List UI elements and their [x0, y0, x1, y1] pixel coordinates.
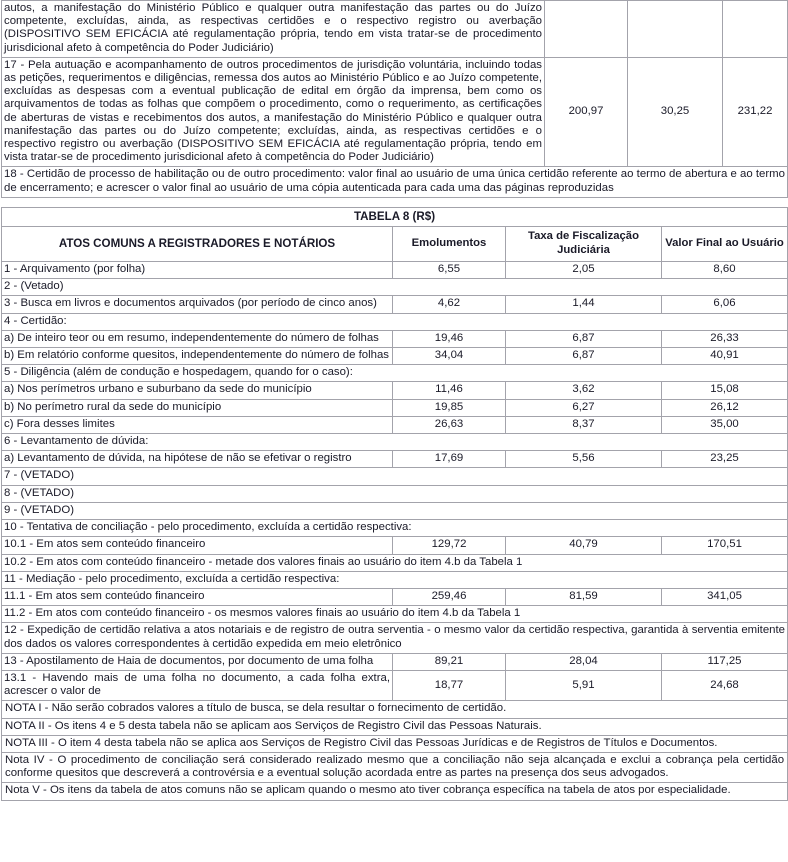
row-description: 10.1 - Em atos sem conteúdo financeiro: [2, 537, 393, 554]
cell-taxa: 81,59: [506, 588, 662, 605]
table-row: [2, 537, 788, 554]
cell-taxa: 8,37: [506, 416, 662, 433]
table-row: [2, 313, 788, 330]
note-row: [2, 701, 788, 718]
row-description: c) Fora desses limites: [2, 416, 393, 433]
cell-valor-final: 6,06: [662, 296, 788, 313]
cell-taxa: 6,87: [506, 348, 662, 365]
table-row: [2, 451, 788, 468]
table-row: [2, 365, 788, 382]
row-description: 8 - (VETADO): [2, 485, 788, 502]
table-row: [2, 588, 788, 605]
row-description: 12 - Expedição de certidão relativa a atos notariais e de registro de outra serventia - o mesmo valor da certidão respectiva, garantida à serventia emitente dos dados os valores correspondentes à certidão expedida em meio eletrônico: [2, 623, 788, 653]
row-description: 13.1 - Havendo mais de uma folha no documento, a cada folha extra, acrescer o valor de: [2, 670, 393, 700]
row-description: 11.2 - Em atos com conteúdo financeiro - os mesmos valores finais ao usuário do item 4.b da Tabela 1: [2, 606, 788, 623]
cell-taxa: 6,87: [506, 330, 662, 347]
note-row: [2, 735, 788, 752]
row-description: 5 - Diligência (além de condução e hospedagem, quando for o caso):: [2, 365, 788, 382]
column-header-valor-final: Valor Final ao Usuário: [662, 227, 788, 262]
row-description: a) Levantamento de dúvida, na hipótese de não se efetivar o registro: [2, 451, 393, 468]
note-text: NOTA II - Os itens 4 e 5 desta tabela não se aplicam aos Serviços de Registro Civil das Pessoas Naturais.: [2, 718, 788, 735]
table-row: [2, 554, 788, 571]
row-description: 6 - Levantamento de dúvida:: [2, 434, 788, 451]
page-bottom-margin: [0, 801, 788, 806]
cell-emolumentos: 19,46: [393, 330, 506, 347]
table-row: [2, 382, 788, 399]
continuation-table: [1, 0, 788, 198]
cell-emolumentos: 89,21: [393, 653, 506, 670]
note-text: Nota IV - O procedimento de conciliação será considerado realizado mesmo que a conciliação não seja alcançada e exclui a cobrança pela certidão conforme quesitos que descreverá a controvérsia e a eventual solução acordada entre as partes na presença dos seus advogados.: [2, 752, 788, 782]
cell-emolumentos: 6,55: [393, 262, 506, 279]
row-description: b) Em relatório conforme quesitos, independentemente do número de folhas: [2, 348, 393, 365]
row-description: 17 - Pela autuação e acompanhamento de outros procedimentos de jurisdição voluntária, incluindo todas as petições, requerimentos e diligências, remessa dos autos ao Ministério Público e ao Juízo competente, excluídas as despesas com a eventual publicação de edital em órgão da imprensa, bem como os arquivamentos de todas as folhas que compõem o procedimento, como o requerimento, as certificações de aberturas de vistas e recebimentos dos autos, a manifestação do Ministério Público e qualquer outra manifestação das partes ou do Juízo competente; excluídas, ainda, as respectivas certidões e o respectivo registro ou averbação (DISPOSITIVO SEM EFICÁCIA até regulamentação própria, tendo em vista tratar-se de procedimento jurisdicional afeto à competência do Poder Judiciário): [2, 57, 545, 167]
table-row: [2, 653, 788, 670]
cell-taxa: 5,56: [506, 451, 662, 468]
cell-emolumentos: 26,63: [393, 416, 506, 433]
table-row: [2, 502, 788, 519]
row-description: 1 - Arquivamento (por folha): [2, 262, 393, 279]
cell-valor-final: 35,00: [662, 416, 788, 433]
table-row: [2, 330, 788, 347]
row-description: 10 - Tentativa de conciliação - pelo procedimento, excluída a certidão respectiva:: [2, 520, 788, 537]
table-separator-gap: [0, 198, 788, 207]
table-row: [2, 434, 788, 451]
table-row: [2, 296, 788, 313]
row-description: 9 - (VETADO): [2, 502, 788, 519]
column-header-emolumentos: Emolumentos: [393, 227, 506, 262]
tabela-8-title: TABELA 8 (R$): [2, 207, 788, 226]
note-text: Nota V - Os itens da tabela de atos comuns não se aplicam quando o mesmo ato tiver cobrança específica na tabela de atos por especialidade.: [2, 783, 788, 800]
cell-valor-final: 26,33: [662, 330, 788, 347]
table-row: [2, 571, 788, 588]
cell-valor-final: [723, 1, 788, 58]
note-text: NOTA I - Não serão cobrados valores a título de busca, se dela resultar o fornecimento de certidão.: [2, 701, 788, 718]
table-row: [2, 468, 788, 485]
cell-taxa: 30,25: [628, 57, 723, 167]
cell-valor-final: 170,51: [662, 537, 788, 554]
row-description: 18 - Certidão de processo de habilitação ou de outro procedimento: valor final ao usuário de uma única certidão referente ao termo de abertura e ao termo de encerramento; e acrescer o valor final ao usuário de uma cópia autenticada para cada uma das páginas reproduzidas: [2, 167, 788, 197]
note-row: [2, 783, 788, 800]
table-row: [2, 485, 788, 502]
row-description: 11 - Mediação - pelo procedimento, excluída a certidão respectiva:: [2, 571, 788, 588]
table-row: [2, 1, 788, 58]
tabela-8-title-row: [2, 207, 788, 226]
note-row: [2, 718, 788, 735]
table-row: [2, 670, 788, 700]
row-description: 10.2 - Em atos com conteúdo financeiro - metade dos valores finais ao usuário do item 4.b da Tabela 1: [2, 554, 788, 571]
table-row: [2, 348, 788, 365]
cell-valor-final: 24,68: [662, 670, 788, 700]
cell-valor-final: 26,12: [662, 399, 788, 416]
cell-taxa: 3,62: [506, 382, 662, 399]
row-description: a) Nos perímetros urbano e suburbano da sede do município: [2, 382, 393, 399]
cell-valor-final: 15,08: [662, 382, 788, 399]
cell-taxa: 28,04: [506, 653, 662, 670]
cell-valor-final: 8,60: [662, 262, 788, 279]
cell-taxa: 40,79: [506, 537, 662, 554]
cell-emolumentos: 17,69: [393, 451, 506, 468]
cell-emolumentos: 11,46: [393, 382, 506, 399]
cell-taxa: 1,44: [506, 296, 662, 313]
table-row: [2, 606, 788, 623]
cell-valor-final: 341,05: [662, 588, 788, 605]
cell-valor-final: 231,22: [723, 57, 788, 167]
cell-emolumentos: 19,85: [393, 399, 506, 416]
cell-taxa: 2,05: [506, 262, 662, 279]
tabela-8-body: [2, 262, 788, 701]
table-row: [2, 520, 788, 537]
cell-valor-final: 23,25: [662, 451, 788, 468]
column-header-acts: ATOS COMUNS A REGISTRADORES E NOTÁRIOS: [2, 227, 393, 262]
row-description: 13 - Apostilamento de Haia de documentos, por documento de uma folha: [2, 653, 393, 670]
cell-valor-final: 40,91: [662, 348, 788, 365]
table-row: [2, 416, 788, 433]
cell-taxa: 6,27: [506, 399, 662, 416]
cell-emolumentos: 200,97: [545, 57, 628, 167]
table-row: [2, 57, 788, 167]
cell-emolumentos: [545, 1, 628, 58]
row-description: 4 - Certidão:: [2, 313, 788, 330]
row-description: 3 - Busca em livros e documentos arquivados (por período de cinco anos): [2, 296, 393, 313]
cell-taxa: [628, 1, 723, 58]
cell-emolumentos: 259,46: [393, 588, 506, 605]
continuation-table-body: [2, 1, 788, 198]
cell-taxa: 5,91: [506, 670, 662, 700]
row-description: 11.1 - Em atos sem conteúdo financeiro: [2, 588, 393, 605]
cell-emolumentos: 4,62: [393, 296, 506, 313]
cell-emolumentos: 34,04: [393, 348, 506, 365]
table-row: [2, 279, 788, 296]
note-row: [2, 752, 788, 782]
column-header-taxa-fiscalizacao: Taxa de Fiscalização Judiciária: [506, 227, 662, 262]
tabela-8: [1, 207, 788, 801]
tabela-8-notes: [2, 701, 788, 800]
table-row: [2, 623, 788, 653]
table-row: [2, 399, 788, 416]
tabela-8-header-row: [2, 227, 788, 262]
cell-emolumentos: 129,72: [393, 537, 506, 554]
row-description: autos, a manifestação do Ministério Público e qualquer outra manifestação das partes ou do Juízo competente, excluídas, ainda, as respectivas certidões e o respectivo registro ou averbação (DISPOSITIVO SEM EFICÁCIA até regulamentação própria, tendo em vista tratar-se de procedimento jurisdicional afeto à competência do Poder Judiciário): [2, 1, 545, 58]
row-description: 7 - (VETADO): [2, 468, 788, 485]
table-row: [2, 262, 788, 279]
cell-emolumentos: 18,77: [393, 670, 506, 700]
row-description: a) De inteiro teor ou em resumo, independentemente do número de folhas: [2, 330, 393, 347]
row-description: b) No perímetro rural da sede do município: [2, 399, 393, 416]
note-text: NOTA III - O item 4 desta tabela não se aplica aos Serviços de Registro Civil das Pessoas Jurídicas e de Registros de Títulos e Documentos.: [2, 735, 788, 752]
row-description: 2 - (Vetado): [2, 279, 788, 296]
table-row: [2, 167, 788, 197]
cell-valor-final: 117,25: [662, 653, 788, 670]
